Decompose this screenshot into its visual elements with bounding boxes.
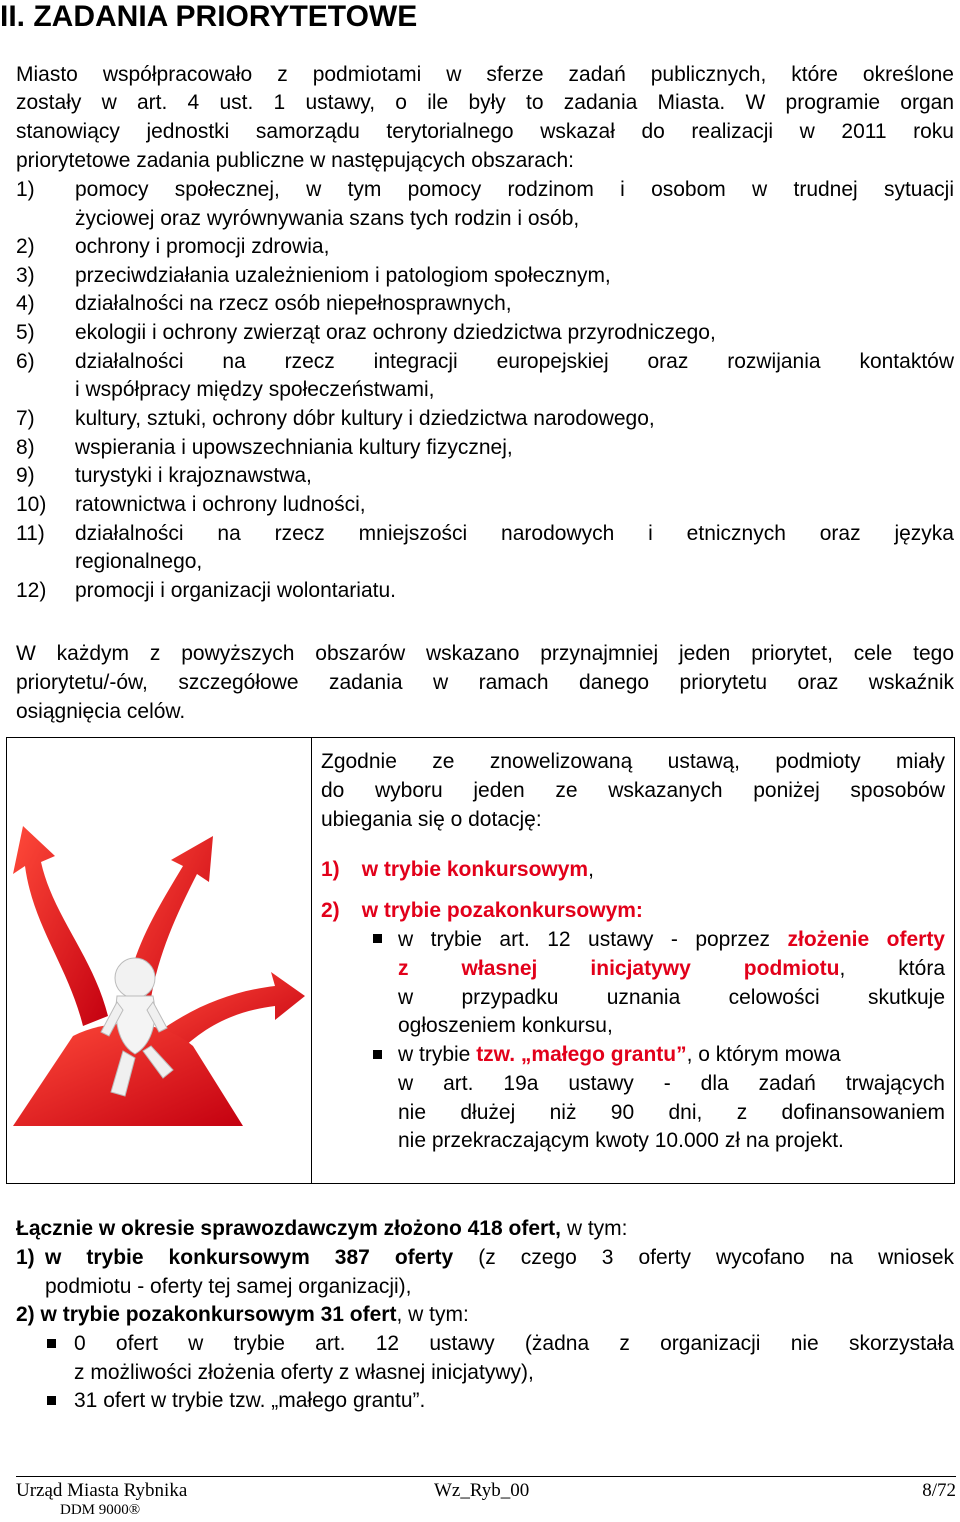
option-konkursowy: 1) w trybie konkursowym, bbox=[321, 858, 594, 881]
sub-option-line: ogłoszeniem konkursu, bbox=[398, 1014, 613, 1037]
square-bullet-icon bbox=[47, 1339, 56, 1348]
summary-total: Łącznie w okresie sprawozdawczym złożono 418 ofert, w tym: bbox=[16, 1217, 628, 1240]
summary-bullet-line: z możliwości złożenia oferty z własnej inicjatywy), bbox=[74, 1361, 534, 1384]
box-divider bbox=[311, 738, 312, 1183]
intro-line: priorytetowe zadania publiczne w następujących obszarach: bbox=[16, 149, 574, 172]
footer-office: Urząd Miasta Rybnika bbox=[16, 1480, 188, 1501]
sub-option-line: w przypadku uznania celowości skutkuje bbox=[398, 986, 945, 1009]
section-title: II. ZADANIA PRIORYTETOWE bbox=[0, 0, 418, 33]
sub-option-line: w art. 19a ustawy - dla zadań trwających bbox=[398, 1072, 945, 1095]
sub-option-line: nie przekraczającym kwoty 10.000 zł na projekt. bbox=[398, 1129, 844, 1152]
paragraph-line: osiągnięcia celów. bbox=[16, 700, 186, 723]
box-intro-line: do wyboru jeden ze wskazanych poniżej sposobów bbox=[321, 779, 945, 802]
arrow-left-shape bbox=[13, 826, 108, 1026]
paragraph-line: W każdym z powyższych obszarów wskazano przynajmniej jeden priorytet, cele tego bbox=[16, 642, 954, 665]
sub-option-line: w trybie art. 12 ustawy - poprzez złożenie oferty bbox=[398, 928, 945, 951]
square-bullet-icon bbox=[373, 934, 382, 943]
summary-bullet-line: 31 ofert w trybie tzw. „małego grantu”. bbox=[74, 1389, 426, 1412]
footer-doc-code: Wz_Ryb_00 bbox=[434, 1480, 530, 1501]
box-intro-line: Zgodnie ze znowelizowaną ustawą, podmioty miały bbox=[321, 750, 945, 773]
intro-line: stanowiący jednostki samorządu terytorialnego wskazał do realizacji w 2011 roku bbox=[16, 120, 954, 143]
square-bullet-icon bbox=[373, 1050, 382, 1059]
sub-option-line: w trybie tzw. „małego grantu”, o którym mowa bbox=[398, 1043, 841, 1066]
paragraph-line: priorytetu/-ów, szczegółowe zadania w ramach danego priorytetu oraz wskaźnik bbox=[16, 671, 954, 694]
sub-option-line: z własnej inicjatywy podmiotu, która bbox=[398, 957, 945, 980]
footer-standard: DDM 9000® bbox=[60, 1502, 141, 1518]
summary-item-continuation: podmiotu - oferty tej samej organizacji), bbox=[45, 1275, 412, 1298]
red-arrows-illustration bbox=[13, 796, 305, 1126]
intro-line: zostały w art. 4 ust. 1 ustawy, o ile były to zadania Miasta. W programie organ bbox=[16, 91, 954, 114]
sub-option-line: nie dłużej niż 90 dni, z dofinansowaniem bbox=[398, 1101, 945, 1124]
summary-item-pozakonkursowy: 2) w trybie pozakonkursowym 31 ofert, w tym: bbox=[16, 1303, 469, 1326]
square-bullet-icon bbox=[47, 1396, 56, 1405]
box-intro-line: ubiegania się o dotację: bbox=[321, 808, 542, 831]
option-pozakonkursowy: 2) w trybie pozakonkursowym: bbox=[321, 899, 643, 922]
intro-line: Miasto współpracowało z podmiotami w sferze zadań publicznych, które określone bbox=[16, 63, 954, 86]
footer-page-number: 8/72 bbox=[922, 1480, 956, 1501]
summary-bullet-line: 0 ofert w trybie art. 12 ustawy (żadna z organizacji nie skorzystała bbox=[74, 1332, 954, 1355]
footer-rule bbox=[16, 1476, 956, 1477]
